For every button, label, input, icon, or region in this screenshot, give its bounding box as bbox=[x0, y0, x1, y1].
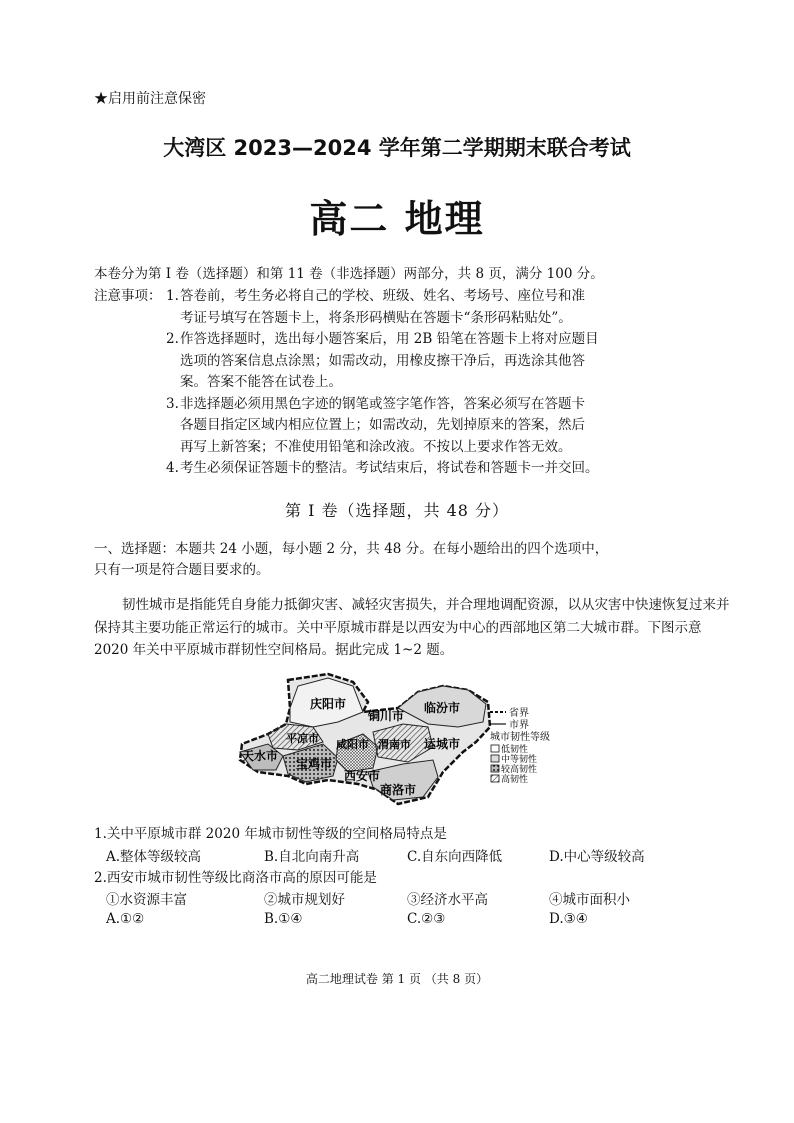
option-1c: C.自东向西降低 bbox=[407, 849, 503, 865]
city-label: 临汾市 bbox=[424, 701, 461, 715]
legend-level: 高韧性 bbox=[501, 775, 529, 785]
legend-province-border: 省界 bbox=[509, 708, 529, 719]
section-heading: 第 I 卷（选择题，共 48 分） bbox=[284, 501, 510, 520]
city-label: 渭南市 bbox=[378, 738, 411, 751]
option-2a: A.①② bbox=[106, 911, 145, 927]
city-label: 宝鸡市 bbox=[296, 757, 333, 771]
option-1a: A.整体等级较高 bbox=[106, 849, 202, 865]
statement-1: ①水资源丰富 bbox=[106, 892, 187, 908]
notice-list bbox=[166, 286, 666, 480]
map-legend bbox=[490, 706, 550, 785]
legend-city-border: 市界 bbox=[509, 720, 529, 731]
notice-item bbox=[166, 286, 666, 329]
legend-level: 较高韧性 bbox=[501, 765, 538, 775]
statement-2: ②城市规划好 bbox=[264, 892, 345, 908]
choice-instructions: 一、选择题：本题共 24 小题，每小题 2 分，共 48 分。在每小题给出的四个选项中， 只有一项是符合题目要求的。 bbox=[94, 541, 609, 578]
question-1-stem: 1.关中平原城市群 2020 年城市韧性等级的空间格局特点是 bbox=[94, 826, 447, 842]
exam-title: 大湾区 2023—2024 学年第二学期期末联合考试 bbox=[163, 136, 631, 160]
legend-level: 中等韧性 bbox=[501, 755, 538, 765]
city-label: 咸阳市 bbox=[336, 738, 369, 751]
city-label: 商洛市 bbox=[380, 783, 417, 797]
notice-item bbox=[166, 458, 666, 480]
notice-item-number: 2. bbox=[166, 331, 179, 347]
subject-title: 高二 地理 bbox=[309, 197, 485, 241]
city-label: 平凉市 bbox=[286, 732, 319, 745]
notice-item-text: 答卷前，考生务必将自己的学校、班级、姓名、考场号、座位号和准 考证号填写在答题卡上，将条形码横贴在答题卡“条形码粘贴处”。 bbox=[180, 288, 585, 326]
notice-item-text: 非选择题必须用黑色字迹的钢笔或签字笔作答，答案必须写在答题卡 各题目指定区域内相应位置上；如需改动，先划掉原来的答案，然后 再写上新答案；不准使用铅笔和涂改液。不按以上要求作答无效。 bbox=[180, 395, 585, 455]
city-label: 运城市 bbox=[424, 737, 461, 751]
notice-item-number: 4. bbox=[166, 460, 179, 476]
option-1d: D.中心等级较高 bbox=[549, 849, 645, 865]
city-label: 西安市 bbox=[344, 769, 381, 783]
legend-level: 低韧性 bbox=[501, 745, 529, 755]
option-2d: D.③④ bbox=[549, 911, 588, 927]
reading-passage: 韧性城市是指能凭自身能力抵御灾害、减轻灾害损失，并合理地调配资源，以从灾害中快速恢复过来并保持其主要功能正常运行的城市。关中平原城市群是以西安为中心的西部地区第二大城市群。下图示意 2020 年关中平原城市群韧性空间格局。据此完成 1~2 题。 bbox=[94, 597, 730, 658]
paper-intro: 本卷分为第 I 卷（选择题）和第 11 卷（非选择题）两部分，共 8 页，满分 100 分。 bbox=[94, 266, 604, 282]
city-label: 天水市 bbox=[242, 749, 279, 763]
statement-3: ③经济水平高 bbox=[407, 892, 488, 908]
notice-item-text: 考生必须保证答题卡的整洁。考试结束后，将试卷和答题卡一并交回。 bbox=[180, 460, 599, 476]
statement-4: ④城市面积小 bbox=[549, 892, 630, 908]
city-label: 庆阳市 bbox=[310, 697, 347, 711]
notice-item bbox=[166, 394, 666, 459]
resilience-map bbox=[228, 672, 578, 812]
option-2c: C.②③ bbox=[407, 911, 446, 927]
option-2b: B.①④ bbox=[264, 911, 303, 927]
notice-item-text: 作答选择题时，选出每小题答案后，用 2B 铅笔在答题卡上将对应题目 选项的答案信息点涂黑；如需改动，用橡皮擦干净后，再选涂其他答 案。答案不能答在试卷上。 bbox=[180, 331, 599, 390]
notice-item-number: 1. bbox=[166, 288, 179, 304]
notice-item bbox=[166, 329, 666, 394]
notice-label: 注意事项： bbox=[94, 288, 162, 304]
confidential-mark: ★启用前注意保密 bbox=[94, 91, 206, 107]
notice-item-number: 3. bbox=[166, 395, 179, 412]
option-1b: B.自北向南升高 bbox=[264, 849, 360, 865]
map-figure bbox=[228, 672, 578, 812]
page-footer: 高二地理试卷 第 1 页 （共 8 页） bbox=[305, 972, 489, 986]
city-label: 铜川市 bbox=[368, 709, 405, 723]
question-2-stem: 2.西安市城市韧性等级比商洛市高的原因可能是 bbox=[94, 870, 377, 886]
legend-title: 城市韧性等级 bbox=[490, 732, 550, 743]
